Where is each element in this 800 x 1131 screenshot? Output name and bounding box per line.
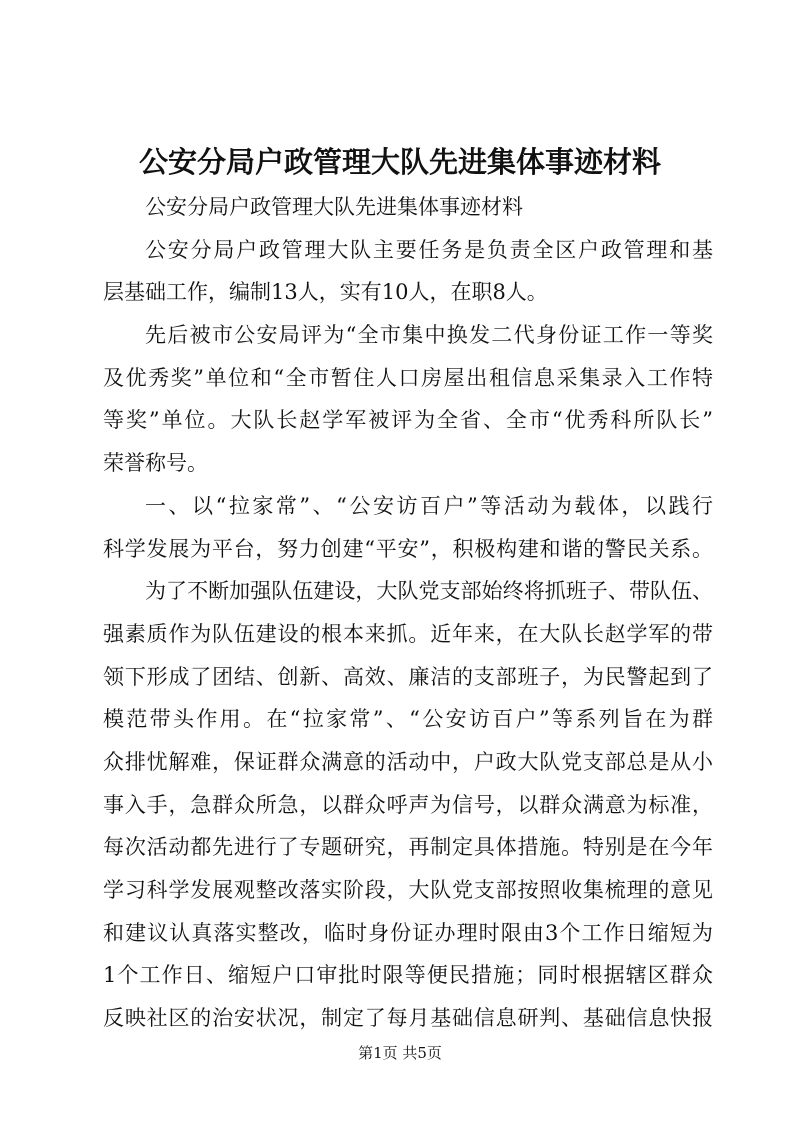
paragraph-line: 及优秀奖”单位和“全市暂住人口房屋出租信息采集录入工作特 <box>103 365 713 390</box>
page-number-footer: 第1页 共5页 <box>358 1044 442 1062</box>
paragraph-line: 一、以“拉家常”、“公安访百户”等活动为载体，以践行 <box>145 493 713 518</box>
paragraph-line: 和建议认真落实整改，临时身份证办理时限由3个工作日缩短为 <box>103 920 713 945</box>
paragraph-line: 每次活动都先进行了专题研究，再制定具体措施。特别是在今年 <box>103 835 713 860</box>
paragraph-line: 层基础工作，编制13人，实有10人，在职8人。 <box>103 280 548 305</box>
paragraph-line: 荣誉称号。 <box>103 451 208 476</box>
paragraph-line: 先后被市公安局评为“全市集中换发二代身份证工作一等奖 <box>145 323 713 348</box>
paragraph-line: 反映社区的治安状况，制定了每月基础信息研判、基础信息快报 <box>103 1006 713 1031</box>
paragraph-line: 1个工作日、缩短户口审批时限等便民措施；同时根据辖区群众 <box>103 963 713 988</box>
paragraph-line: 等奖”单位。大队长赵学军被评为全省、全市“优秀科所队长” <box>103 408 713 433</box>
document-title: 公安分局户政管理大队先进集体事迹材料 <box>138 145 661 179</box>
paragraph-line: 为了不断加强队伍建设，大队党支部始终将抓班子、带队伍、 <box>145 579 713 604</box>
paragraph-line: 事入手，急群众所急，以群众呼声为信号，以群众满意为标准， <box>103 792 713 817</box>
paragraph-line: 公安分局户政管理大队主要任务是负责全区户政管理和基 <box>145 237 713 262</box>
paragraph-line: 强素质作为队伍建设的根本来抓。近年来，在大队长赵学军的带 <box>103 621 713 646</box>
paragraph-line: 学习科学发展观整改落实阶段，大队党支部按照收集梳理的意见 <box>103 878 713 902</box>
paragraph-line: 领下形成了团结、创新、高效、廉洁的支部班子，为民警起到了 <box>103 664 713 689</box>
paragraph-line: 科学发展为平台，努力创建“平安”，积极构建和谐的警民关系。 <box>103 536 713 561</box>
paragraph-line: 模范带头作用。在“拉家常”、“公安访百户”等系列旨在为群 <box>103 707 713 732</box>
subtitle-line: 公安分局户政管理大队先进集体事迹材料 <box>145 195 523 219</box>
document-body <box>103 186 713 1040</box>
paragraph-line: 众排忧解难，保证群众满意的活动中，户政大队党支部总是从小 <box>103 749 713 774</box>
